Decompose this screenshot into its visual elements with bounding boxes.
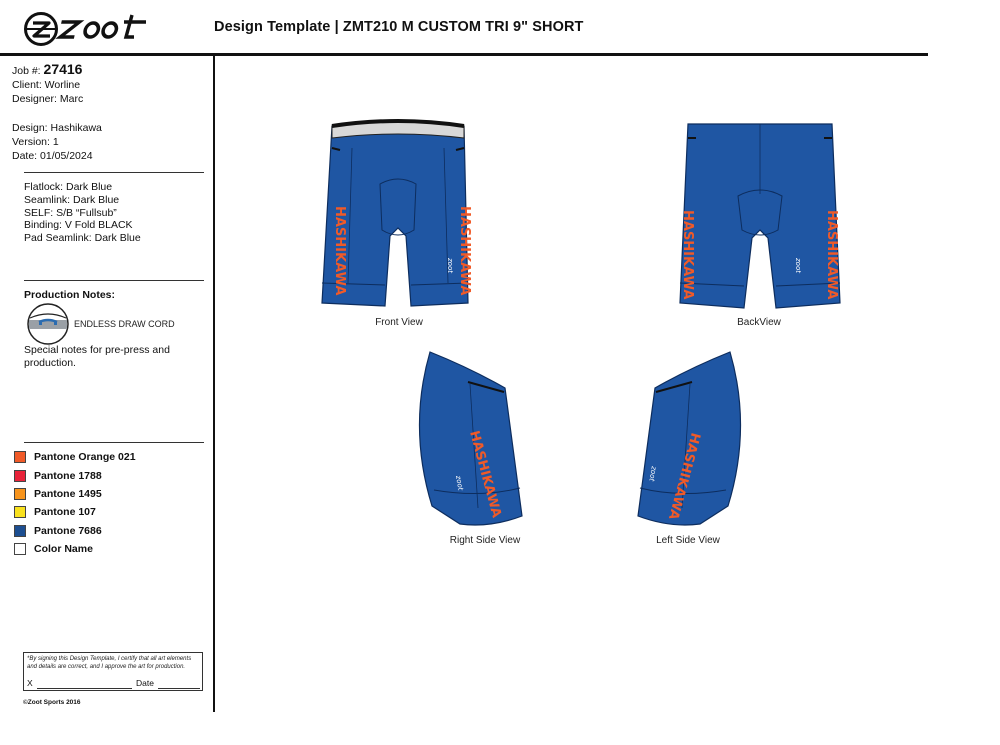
front-view-illustration [318, 118, 478, 310]
signature-box [23, 652, 203, 691]
swatch-label: Pantone Orange 021 [34, 451, 136, 464]
spec-seamlink: Seamlink: Dark Blue [24, 193, 120, 206]
page-title: Design Template | ZMT210 M CUSTOM TRI 9" SHORT [214, 19, 584, 35]
right-side-view-label: Right Side View [449, 535, 521, 546]
swatch-label: Pantone 107 [34, 506, 96, 519]
swatch-orange-021 [14, 451, 26, 463]
header-divider [0, 53, 928, 56]
swatch-1788 [14, 470, 26, 482]
back-graphic-text: HASHIKAWA [680, 210, 695, 300]
spec-list [24, 181, 141, 245]
front-graphic-text: HASHIKAWA [332, 206, 347, 296]
swatch-1495 [14, 488, 26, 500]
spec-pad-seamlink: Pad Seamlink: Dark Blue [24, 232, 141, 245]
signature-date-label: Date [136, 678, 154, 688]
design-name: Design: Hashikawa [12, 121, 102, 134]
job-number: 27416 [43, 61, 83, 77]
production-notes-title: Production Notes: [24, 289, 115, 301]
swatch-7686 [14, 525, 26, 537]
back-view-label: BackView [737, 317, 781, 328]
back-graphic-text: HASHIKAWA [824, 210, 839, 300]
left-side-view-label: Left Side View [656, 535, 720, 546]
swatch-label: Pantone 1788 [34, 469, 102, 482]
swatch-107 [14, 506, 26, 518]
right-graphic-text: HASHIKAWA [466, 429, 504, 520]
sidebar-divider [213, 55, 215, 712]
job-info [12, 62, 207, 163]
swatch-row [14, 485, 136, 503]
separator [24, 280, 204, 281]
swatch-row [14, 540, 136, 558]
swatch-blank [14, 543, 26, 555]
job-number-label: Job #: [12, 65, 41, 77]
date: Date: 01/05/2024 [12, 150, 93, 163]
copyright: ©Zoot Sports 2016 [23, 699, 81, 706]
color-swatch-list [14, 448, 136, 558]
left-graphic-text: HASHIKAWA [665, 430, 703, 522]
left-side-view-illustration [630, 348, 750, 530]
back-logo-text: zoot [794, 258, 802, 273]
signature-note: *By signing this Design Template, I certify that all art elements and details are correct, and I approve the art for production. [27, 656, 192, 670]
spec-flatlock: Flatlock: Dark Blue [24, 181, 113, 193]
right-side-view-illustration [410, 348, 530, 530]
back-view-illustration [678, 118, 842, 310]
separator [24, 442, 204, 443]
swatch-row [14, 448, 136, 466]
left-logo-text: zoot [647, 465, 658, 482]
draw-cord-icon [26, 302, 70, 346]
swatch-label: Color Name [34, 543, 93, 556]
right-logo-text: zoot [454, 474, 465, 492]
swatch-row [14, 522, 136, 540]
spec-self: SELF: S/B “Fullsub” [24, 206, 117, 219]
front-logo-text: zoot [446, 258, 454, 273]
special-notes: Special notes for pre-press and production. [24, 344, 170, 369]
zoot-logo [22, 10, 148, 48]
signature-x-label: X [27, 678, 33, 688]
client: Client: Worline [12, 79, 81, 92]
spec-binding: Binding: V Fold BLACK [24, 219, 133, 232]
swatch-label: Pantone 1495 [34, 487, 102, 500]
swatch-label: Pantone 7686 [34, 524, 102, 537]
version: Version: 1 [12, 135, 59, 148]
swatch-row [14, 466, 136, 484]
signature-line[interactable] [37, 688, 132, 689]
separator [24, 172, 204, 173]
designer: Designer: Marc [12, 93, 84, 106]
signature-date-line[interactable] [158, 688, 200, 689]
front-view-label: Front View [375, 317, 423, 328]
swatch-row [14, 503, 136, 521]
job-number-row [12, 62, 207, 78]
draw-cord-label: ENDLESS DRAW CORD [74, 319, 175, 329]
front-graphic-text: HASHIKAWA [457, 206, 472, 296]
